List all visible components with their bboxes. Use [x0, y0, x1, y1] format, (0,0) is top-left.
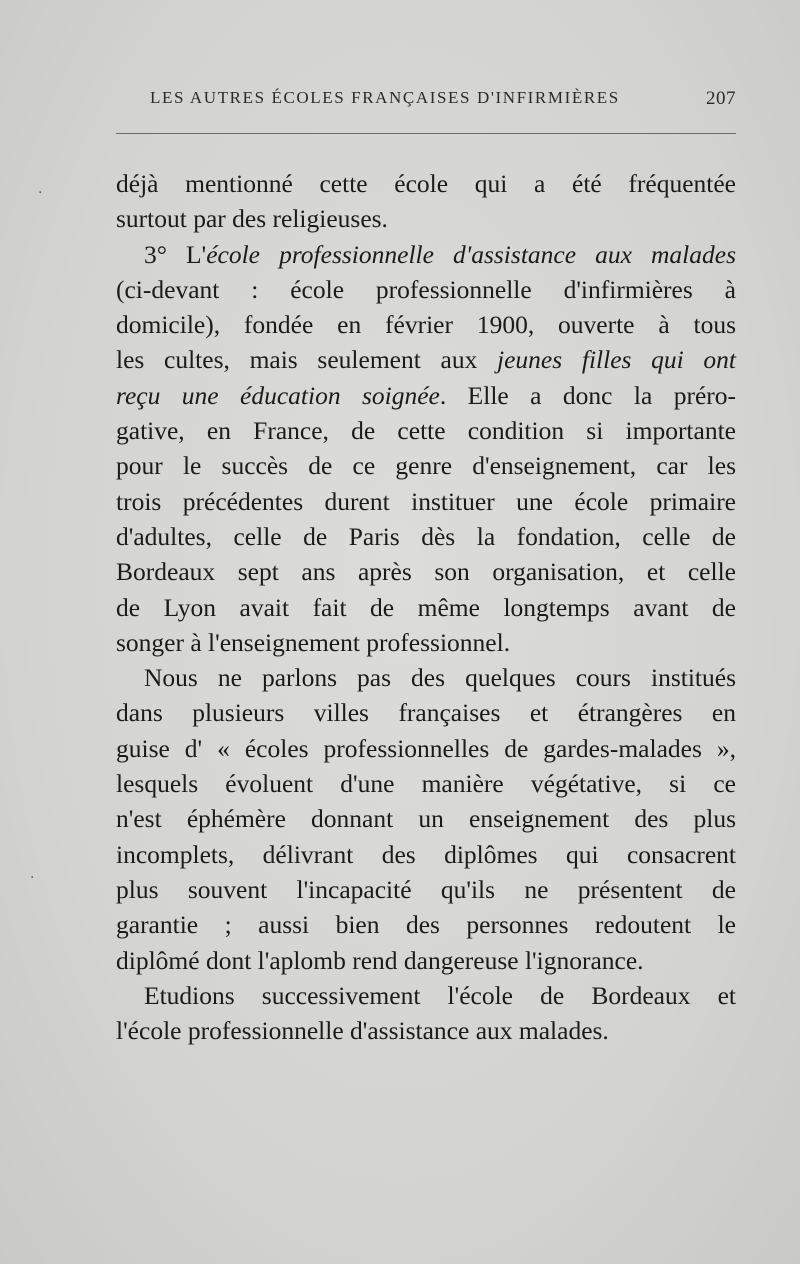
margin-speck: · [30, 870, 35, 886]
text-run: dans plusieurs villes françaises et étrangères en [116, 698, 736, 728]
text-line [116, 1013, 736, 1048]
italic-text: école professionnelle d'assistance aux malades [206, 239, 736, 269]
text-run: (ci-devant : école professionnelle d'infirmières à [116, 274, 736, 304]
text-run: d'adultes, celle de Paris dès la fondation, celle de [116, 521, 736, 551]
text-run: Bordeaux sept ans après son organisation, et celle [116, 557, 736, 587]
page-header [116, 88, 736, 114]
text-run: guise d' « écoles professionnelles de gardes-malades », [116, 733, 736, 763]
text-line [116, 731, 736, 766]
text-run: lesquels évoluent d'une manière végétative, si ce [116, 769, 736, 799]
text-run: garantie ; aussi bien des personnes redoutent le [116, 910, 736, 940]
text-line [116, 695, 736, 730]
text-run: surtout par des religieuses. [116, 204, 388, 234]
italic-text: jeunes filles qui ont [497, 345, 736, 375]
text-line [116, 660, 736, 695]
text-line [116, 554, 736, 589]
italic-text: reçu une éducation soignée [116, 380, 440, 410]
text-run: Etudions successivement l'école de Bordeaux et [144, 980, 736, 1010]
text-line [116, 766, 736, 801]
text-run: plus souvent l'incapacité qu'ils ne présentent de [116, 874, 736, 904]
text-line [116, 201, 736, 236]
text-run: domicile), fondée en février 1900, ouverte à tous [116, 310, 736, 340]
text-run: 3° L' [144, 239, 207, 269]
text-line [116, 837, 736, 872]
text-line [116, 166, 736, 201]
paragraph [116, 237, 736, 661]
text-run: l'école professionnelle d'assistance aux malades. [116, 1016, 609, 1046]
text-line [116, 801, 736, 836]
text-line [116, 907, 736, 942]
page-number: 207 [706, 88, 736, 109]
margin-speck: · [38, 185, 43, 201]
text-line [116, 413, 736, 448]
text-line [116, 872, 736, 907]
text-run: trois précédentes durent instituer une école primaire [116, 486, 736, 516]
text-line [116, 625, 736, 660]
text-line [116, 237, 736, 272]
text-line [116, 378, 736, 413]
body-text [116, 166, 736, 1048]
text-line [116, 519, 736, 554]
text-line [116, 484, 736, 519]
text-run: diplômé dont l'aplomb rend dangereuse l'ignorance. [116, 945, 644, 975]
text-run: de Lyon avait fait de même longtemps avant de [116, 592, 736, 622]
text-line [116, 978, 736, 1013]
header-rule [116, 133, 736, 134]
text-run: Nous ne parlons pas des quelques cours institués [144, 663, 736, 693]
text-line [116, 272, 736, 307]
text-run: pour le succès de ce genre d'enseignement, car les [116, 451, 736, 481]
text-run: incomplets, délivrant des diplômes qui consacrent [116, 839, 736, 869]
paragraph [116, 166, 736, 237]
text-run: n'est éphémère donnant un enseignement des plus [116, 804, 736, 834]
text-line [116, 943, 736, 978]
text-run: déjà mentionné cette école qui a été fréquentée [116, 169, 736, 198]
running-title: LES AUTRES ÉCOLES FRANÇAISES D'INFIRMIÈRES [150, 88, 620, 107]
paragraph [116, 978, 736, 1049]
text-line [116, 342, 736, 377]
text-run: gative, en France, de cette condition si importante [116, 416, 736, 446]
text-run: songer à l'enseignement professionnel. [116, 627, 511, 657]
text-line [116, 307, 736, 342]
text-run: les cultes, mais seulement aux [116, 345, 498, 375]
text-line [116, 448, 736, 483]
text-run: . Elle a donc la préro- [439, 380, 736, 410]
paragraph [116, 660, 736, 978]
text-line [116, 590, 736, 625]
